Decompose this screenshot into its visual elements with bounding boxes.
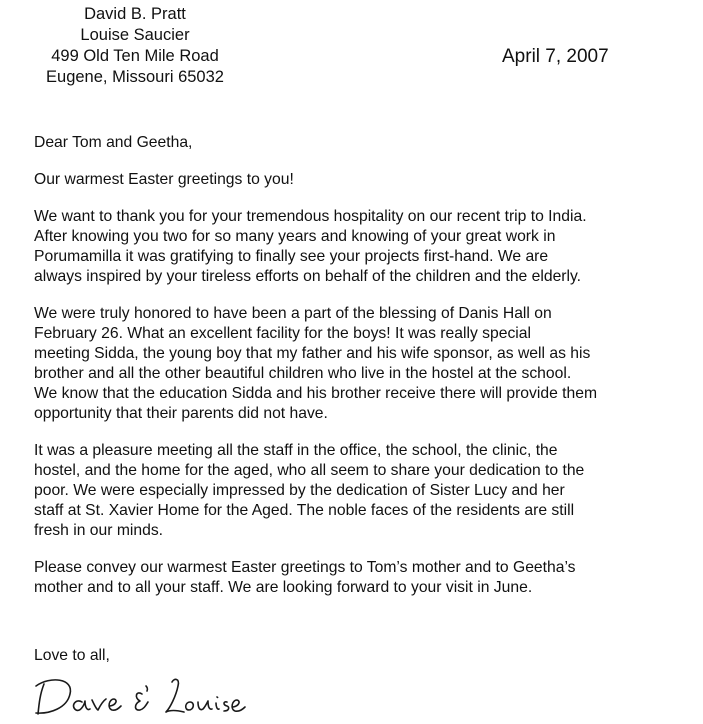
paragraph-2 [34,207,702,287]
closing: Love to all, [34,647,110,664]
sender-name-1: David B. Pratt [84,5,186,23]
sender-name-2: Louise Saucier [80,26,190,44]
sender-address-block [20,4,250,88]
paragraph-line: Please convey our warmest Easter greetings to Tom’s mother and to Geetha’s [34,559,576,576]
paragraph-4 [34,441,702,541]
paragraph-line: meeting Sidda, the young boy that my father and his wife sponsor, as well as his [34,345,591,362]
paragraph-line: staff at St. Xavier Home for the Aged. The noble faces of the residents are still [34,502,575,519]
paragraph-3 [34,304,702,424]
paragraph-line: Our warmest Easter greetings to you! [34,171,294,188]
paragraph-line: February 26. What an excellent facility for the boys! It was really special [34,325,531,342]
sender-city: Eugene, Missouri 65032 [46,68,224,86]
paragraph-line: We were truly honored to have been a part of the blessing of Danis Hall on [34,305,552,322]
paragraph-1 [34,170,702,190]
paragraph-line: It was a pleasure meeting all the staff in the office, the school, the clinic, the [34,442,558,459]
paragraph-line: We know that the education Sidda and his brother receive there will provide them [34,385,598,402]
handwritten-signature [30,664,250,722]
paragraph-5 [34,558,702,598]
paragraph-line: We want to thank you for your tremendous hospitality on our recent trip to India. [34,208,587,225]
paragraph-line: always inspired by your tireless efforts on behalf of the children and the elderly. [34,268,582,285]
letter-date: April 7, 2007 [502,46,609,67]
paragraph-line: opportunity that their parents did not have. [34,405,328,422]
paragraph-line: mother and to all your staff. We are looking forward to your visit in June. [34,579,533,596]
paragraph-line: Porumamilla it was gratifying to finally see your projects first-hand. We are [34,248,549,265]
paragraph-line: poor. We were especially impressed by the dedication of Sister Lucy and her [34,482,565,499]
paragraph-line: hostel, and the home for the aged, who all seem to share your dedication to the [34,462,585,479]
paragraph-line: brother and all the other beautiful children who live in the hostel at the school. [34,365,572,382]
sender-street: 499 Old Ten Mile Road [51,47,219,65]
salutation-text: Dear Tom and Geetha, [34,134,193,151]
salutation [34,133,702,153]
letter-body [34,133,702,615]
paragraph-line: fresh in our minds. [34,522,164,539]
paragraph-line: After knowing you two for so many years and knowing of your great work in [34,228,556,245]
